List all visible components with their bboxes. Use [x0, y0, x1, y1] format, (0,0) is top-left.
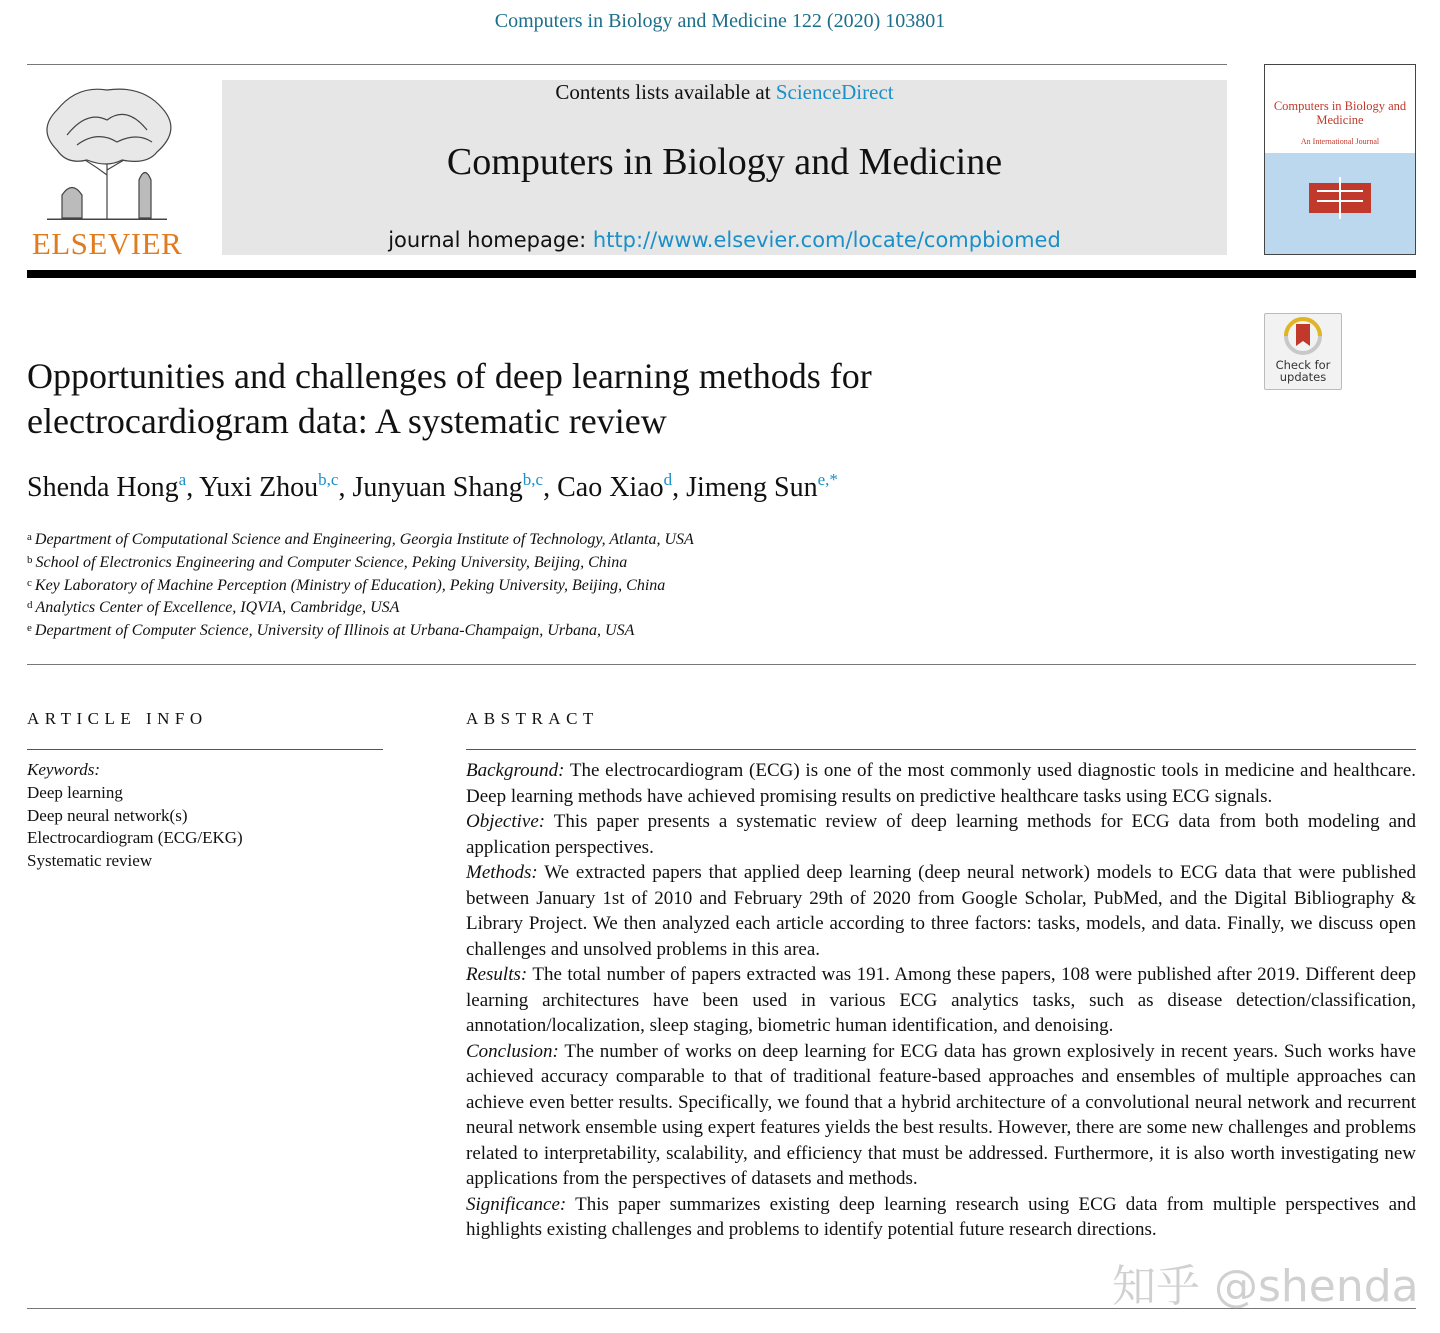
- affiliation-text: Department of Computational Science and Engineering, Georgia Institute of Technology, Atlanta, USA: [34, 531, 694, 548]
- abstract-paragraph-objective: [466, 809, 1416, 860]
- journal-cover[interactable]: [1264, 64, 1416, 255]
- keywords-label: Keywords:: [27, 760, 101, 779]
- keyword-item[interactable]: Systematic review: [27, 851, 153, 871]
- author-affiliation-link[interactable]: e,*: [817, 470, 838, 489]
- homepage-prefix: journal homepage:: [388, 228, 593, 252]
- affiliation-text: Key Laboratory of Machine Perception (Ministry of Education), Peking University, Beijing, China: [34, 576, 666, 594]
- affiliation-marker: d: [27, 599, 33, 612]
- abstract-paragraph-conclusion: [466, 1039, 1416, 1192]
- keyword-item[interactable]: Deep learning: [27, 782, 123, 802]
- affiliation-text: School of Electronics Engineering and Computer Science, Peking University, Beijing, China: [35, 553, 628, 571]
- abstract-label: Conclusion:: [466, 1040, 559, 1062]
- abstract-paragraph-methods: [466, 860, 1416, 962]
- article-info-heading: ARTICLE INFO: [27, 709, 208, 728]
- author-list: Shenda Hong$^a$, Yuxi Zhou$^{b,c}$, Junyuan Shang$^{b,c}$, Cao Xiao$^d$, Jimeng Sun$^{e,*}$: [27, 470, 838, 503]
- author-affiliation-link[interactable]: b,c: [318, 470, 339, 489]
- author-name: Shenda Hong: [27, 472, 179, 503]
- abstract-paragraph-background: [466, 758, 1416, 809]
- author-name: Junyuan Shang: [352, 472, 523, 503]
- affiliation-marker: a: [27, 531, 32, 543]
- article-info-rule: [27, 749, 383, 750]
- check-for-updates-button[interactable]: [1264, 313, 1342, 390]
- journal-reference: Computers in Biology and Medicine 122 (2020) 103801: [494, 10, 946, 32]
- keyword-item[interactable]: Electrocardiogram (ECG/EKG): [27, 828, 243, 848]
- author-name: Cao Xiao: [557, 472, 664, 503]
- author-affiliation-link[interactable]: d: [663, 470, 673, 489]
- sciencedirect-link[interactable]: ScienceDirect: [775, 80, 894, 104]
- abstract-label: Methods:: [466, 862, 538, 883]
- affiliation-text: Analytics Center of Excellence, IQVIA, Cambridge, USA: [35, 599, 400, 617]
- affiliation-item: [27, 597, 694, 620]
- abstract-label: Objective:: [466, 811, 546, 832]
- abstract-paragraph-results: [466, 962, 1416, 1039]
- keyword-item[interactable]: Deep neural network(s): [27, 805, 188, 825]
- cover-bottom: [1265, 153, 1415, 254]
- cover-subtitle: An International Journal: [1300, 137, 1380, 146]
- author-affiliation-link[interactable]: b,c: [522, 470, 544, 489]
- keywords-block: [27, 759, 243, 873]
- caduceus-icon: [1265, 153, 1415, 254]
- elsevier-wordmark: ELSEVIER: [31, 226, 183, 261]
- affiliation-marker: c: [27, 576, 32, 589]
- abstract-text: The total number of papers extracted was 191. Among these papers, 108 were published after 2019. Different deep learning architectures have been used in various ECG analytics tasks, such as disease detection/classification, annotation/localization, sleep staging, biometric human identification, and denoising.: [466, 964, 1416, 1036]
- watermark: 知乎 @shenda: [1112, 1261, 1419, 1312]
- author-affiliation-link[interactable]: a: [178, 470, 187, 489]
- contents-prefix: Contents lists available at: [555, 80, 776, 104]
- contents-line: [222, 80, 1227, 105]
- journal-title: Computers in Biology and Medicine: [446, 141, 1003, 183]
- check-for-updates-label: Check for updates: [1275, 358, 1331, 384]
- abstract-text: This paper presents a systematic review of deep learning methods for ECG data from both modeling and application perspectives.: [466, 811, 1416, 858]
- article-title: Opportunities and challenges of deep learning methods for electrocardiogram data: A systematic review: [27, 356, 872, 441]
- affiliation-item: [27, 529, 694, 552]
- homepage-line: [222, 228, 1227, 252]
- affiliation-item: [27, 552, 694, 575]
- author-name: Yuxi Zhou: [199, 472, 319, 503]
- abstract-label: Background:: [466, 760, 565, 781]
- affiliation-list: [27, 529, 694, 643]
- cover-title: Computers in Biology and Medicine: [1273, 99, 1407, 127]
- abstract-label: Results:: [466, 964, 528, 985]
- affiliation-marker: e: [27, 622, 32, 635]
- crossmark-icon: [1265, 314, 1341, 358]
- affiliation-marker: b: [27, 553, 33, 566]
- top-divider: [27, 64, 1227, 65]
- affiliation-item: [27, 620, 694, 643]
- abstract-label: Significance:: [466, 1193, 567, 1215]
- section-divider: [27, 664, 1416, 665]
- abstract-text: This paper summarizes existing deep learning research using ECG data from multiple perspectives and highlights existing challenges and problems to identify potential future research directions.: [466, 1193, 1416, 1240]
- abstract-body: [466, 758, 1416, 1243]
- affiliation-item: [27, 575, 694, 598]
- abstract-rule: [466, 749, 1416, 750]
- author-name: Jimeng Sun: [686, 472, 818, 503]
- abstract-text: We extracted papers that applied deep learning (deep neural network) models to ECG data that were published between January 1st of 2010 and February 29th of 2020 from Google Scholar, PubMed, and the Digital Bibliography & Library Project. We then analyzed each article according to three factors: tasks, models, and data. Finally, we discuss open challenges and unsolved problems in this area.: [466, 862, 1416, 960]
- abstract-text: The number of works on deep learning for ECG data has grown explosively in recent years. Such works have achieved accuracy comparable to that of traditional feature-based approaches and ensembles of multiple approaches can achieve even better results. Specifically, we found that a hybrid architecture of a convolutional neural network and recurrent neural network ensemble using expert features yields the best results. However, there are some new challenges and problems related to interpretability, scalability, and efficiency that must be addressed. Furthermore, it is also worth investigating new applications from the perspectives of datasets and methods.: [466, 1040, 1416, 1189]
- abstract-paragraph-significance: [466, 1192, 1416, 1243]
- abstract-heading: ABSTRACT: [466, 709, 599, 728]
- homepage-link[interactable]: http://www.elsevier.com/locate/compbiomed: [592, 228, 1061, 252]
- abstract-text: The electrocardiogram (ECG) is one of the most commonly used diagnostic tools in medicine and healthcare. Deep learning methods have achieved promising results on predictive healthcare tasks using ECG signals.: [466, 760, 1416, 807]
- affiliation-text: Department of Computer Science, University of Illinois at Urbana-Champaign, Urbana, USA: [34, 622, 635, 640]
- header-thick-rule: [27, 270, 1416, 278]
